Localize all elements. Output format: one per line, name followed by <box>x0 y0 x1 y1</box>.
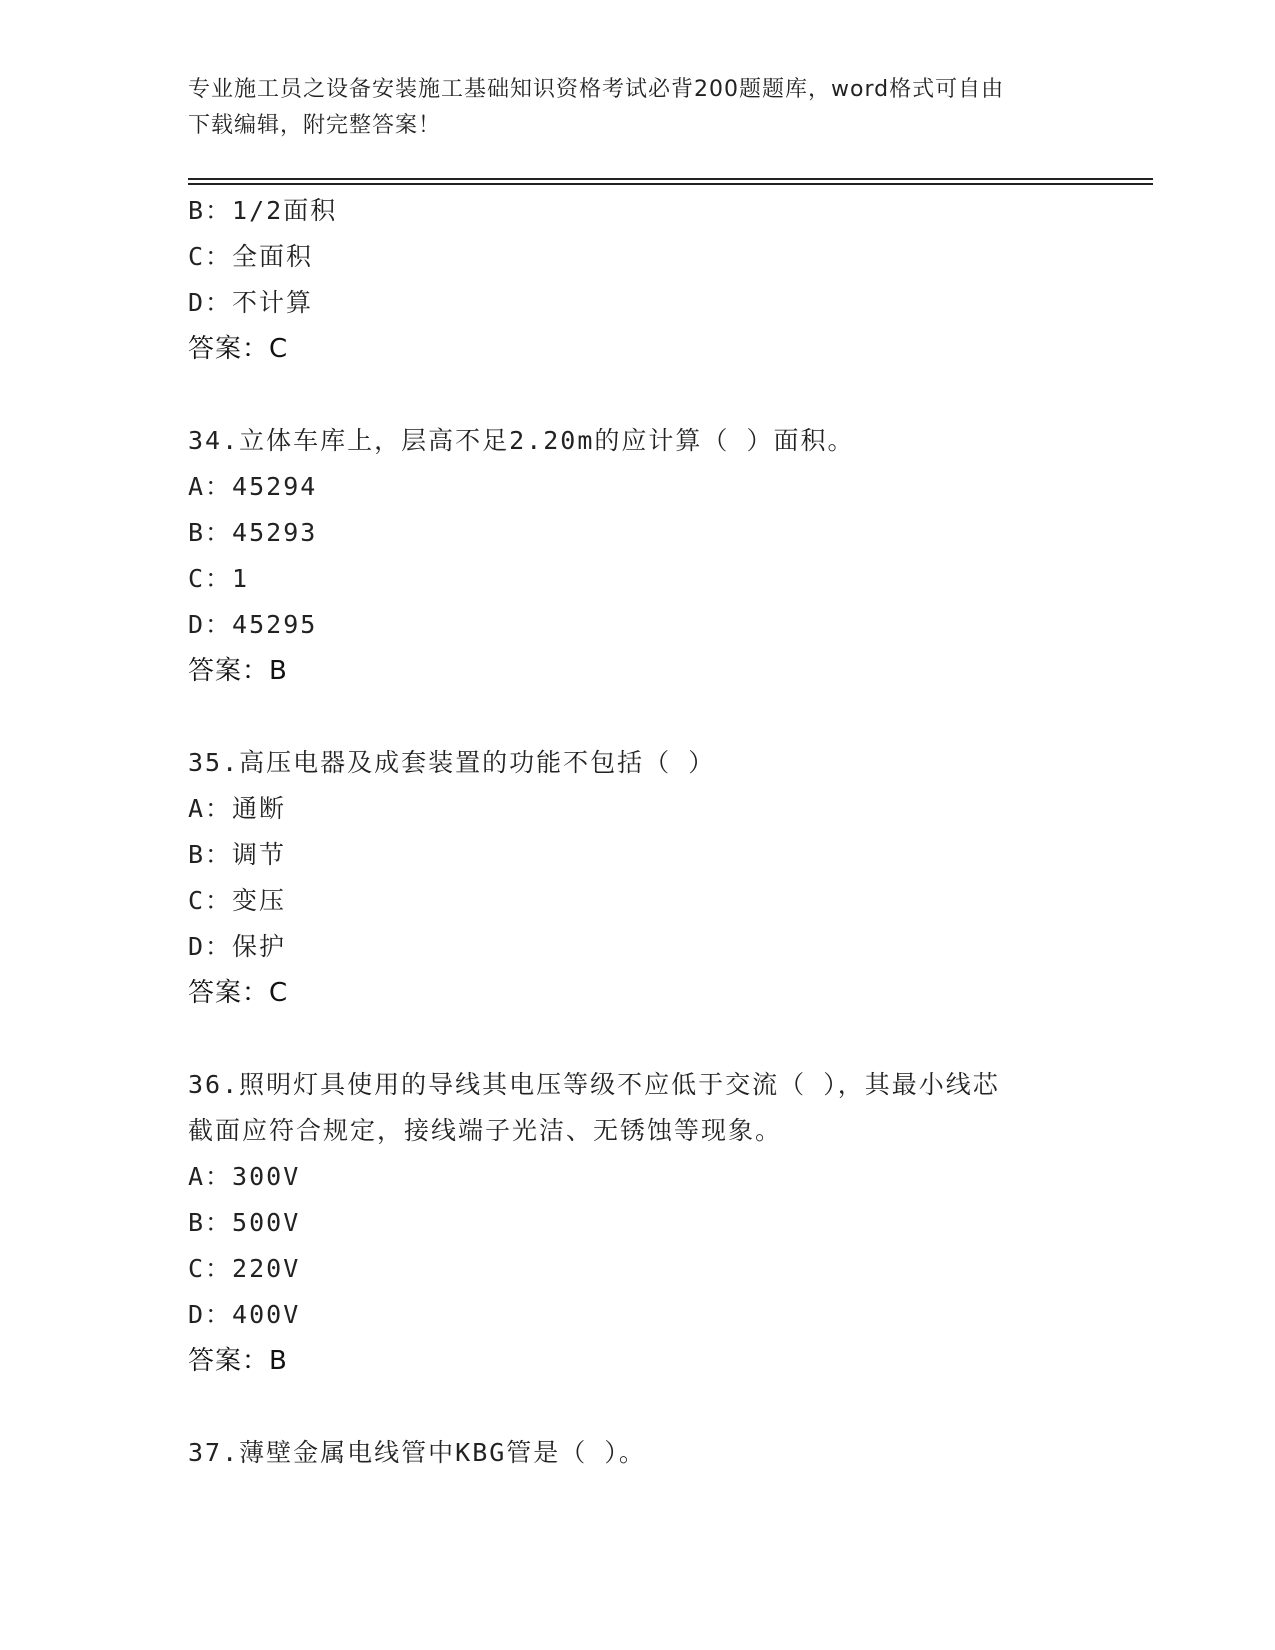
question-text-line-1: 36.照明灯具使用的导线其电压等级不应低于交流（ ），其最小线芯 <box>188 1070 1000 1099</box>
question-block-34 <box>188 418 1088 694</box>
option-c: C：220V <box>188 1254 301 1283</box>
question-block-37 <box>188 1430 1088 1476</box>
option-b: B：调节 <box>188 840 287 869</box>
header-title-line-1: 专业施工员之设备安装施工基础知识资格考试必背200题题库，word格式可自由 <box>188 77 1005 102</box>
option-c: C：全面积 <box>188 242 314 271</box>
option-d: D：400V <box>188 1300 301 1329</box>
answer-line: 答案：B <box>188 656 288 686</box>
header-rule-bottom <box>188 183 1153 185</box>
question-text: 35.高压电器及成套装置的功能不包括（ ） <box>188 748 716 777</box>
question-text: 37.薄壁金属电线管中KBG管是（ ）。 <box>188 1438 646 1467</box>
option-b: B：500V <box>188 1208 301 1237</box>
document-header-title <box>188 72 1068 144</box>
question-block-36 <box>188 1062 1088 1384</box>
answer-line: 答案：C <box>188 334 289 364</box>
option-d: D：45295 <box>188 610 318 639</box>
option-a: A：通断 <box>188 794 287 823</box>
answer-line: 答案：C <box>188 978 289 1008</box>
option-b: B：1/2面积 <box>188 196 338 225</box>
option-d: D：不计算 <box>188 288 314 317</box>
question-text: 34.立体车库上，层高不足2.20m的应计算（ ）面积。 <box>188 426 855 455</box>
header-rule-top <box>188 178 1153 180</box>
option-c: C：1 <box>188 564 250 593</box>
option-c: C：变压 <box>188 886 287 915</box>
question-text-line-2: 截面应符合规定，接线端子光洁、无锈蚀等现象。 <box>188 1116 783 1145</box>
option-a: A：45294 <box>188 472 318 501</box>
spacer <box>188 1384 1088 1430</box>
header-title-line-2: 下载编辑，附完整答案！ <box>188 113 442 138</box>
question-block-35 <box>188 740 1088 1016</box>
spacer <box>188 1016 1088 1062</box>
spacer <box>188 372 1088 418</box>
question-list <box>188 188 1088 1476</box>
answer-line: 答案：B <box>188 1346 288 1376</box>
option-d: D：保护 <box>188 932 287 961</box>
option-b: B：45293 <box>188 518 318 547</box>
option-a: A：300V <box>188 1162 301 1191</box>
spacer <box>188 694 1088 740</box>
question-block-partial <box>188 188 1088 372</box>
